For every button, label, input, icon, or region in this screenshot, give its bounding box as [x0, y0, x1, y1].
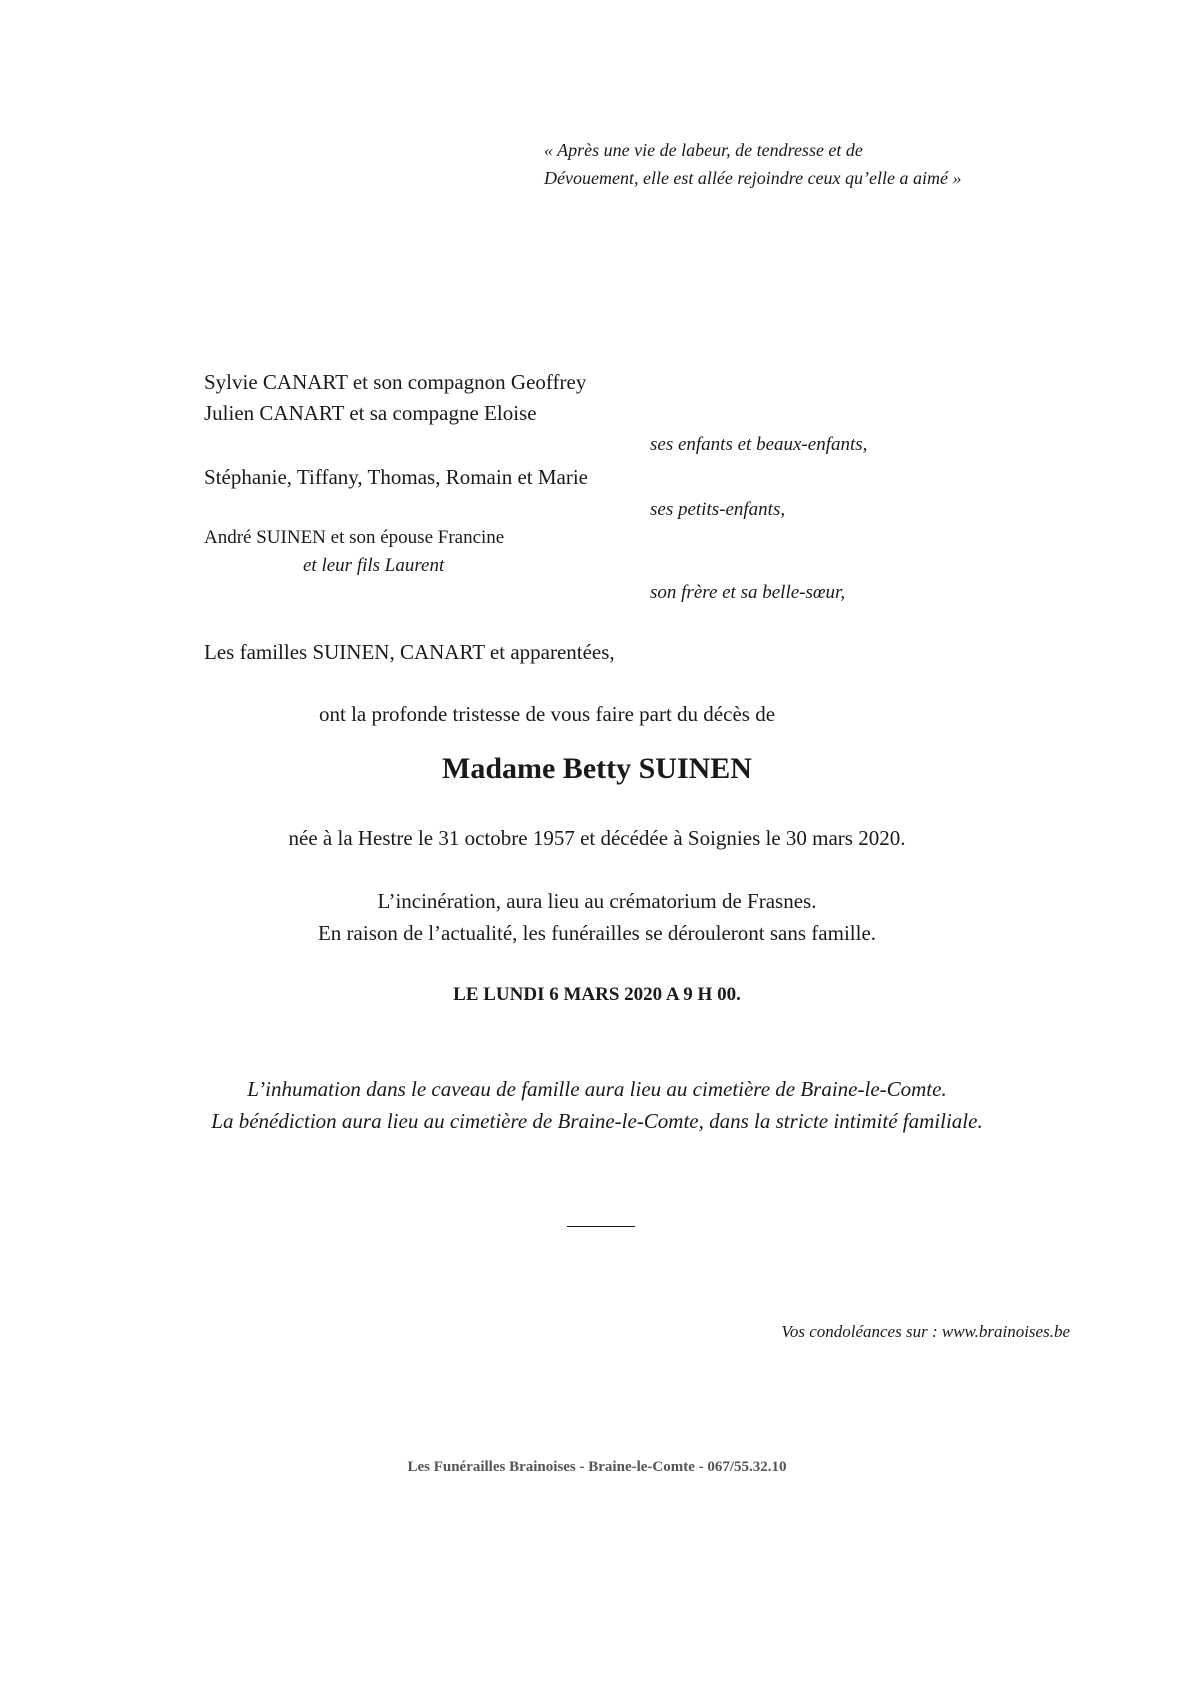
ceremony-date: LE LUNDI 6 MARS 2020 A 9 H 00. [453, 984, 741, 1005]
families-line: Les familles SUINEN, CANART et apparentées, [204, 640, 615, 664]
brother-role: son frère et sa belle-sœur, [650, 582, 846, 603]
children-line-2: Julien CANART et sa compagne Eloise [204, 401, 537, 425]
grandchildren-line: Stéphanie, Tiffany, Thomas, Romain et Marie [204, 465, 588, 489]
brother-son-line: et leur fils Laurent [303, 555, 445, 576]
covid-line: En raison de l’actualité, les funérailles se dérouleront sans famille. [317, 921, 877, 945]
cremation-line: L’incinération, aura lieu au crématorium de Frasnes. [377, 889, 817, 913]
epigraph-line-2: Dévouement, elle est allée rejoindre ceux qu’elle a aimé » [544, 168, 962, 188]
epigraph-line-1: « Après une vie de labeur, de tendresse et de [544, 140, 863, 160]
burial-line-1: L’inhumation dans le caveau de famille aura lieu au cimetière de Braine-le-Comte. [247, 1077, 947, 1101]
children-line-1: Sylvie CANART et son compagnon Geoffrey [204, 370, 587, 394]
brother-line: André SUINEN et son épouse Francine [204, 527, 505, 548]
birth-death-line: née à la Hestre le 31 octobre 1957 et décédée à Soignies le 30 mars 2020. [288, 826, 906, 850]
children-role: ses enfants et beaux-enfants, [650, 434, 868, 455]
grandchildren-role: ses petits-enfants, [650, 499, 786, 520]
deceased-name: Madame Betty SUINEN [442, 752, 752, 785]
announcement-intro: ont la profonde tristesse de vous faire part du décès de [319, 702, 776, 726]
condolences-line: Vos condoléances sur : www.brainoises.be [781, 1322, 1070, 1341]
footer-line: Les Funérailles Brainoises - Braine-le-Comte - 067/55.32.10 [407, 1459, 787, 1475]
divider-rule [567, 1226, 635, 1227]
burial-line-2: La bénédiction aura lieu au cimetière de Braine-le-Comte, dans la stricte intimité familiale. [211, 1109, 983, 1133]
